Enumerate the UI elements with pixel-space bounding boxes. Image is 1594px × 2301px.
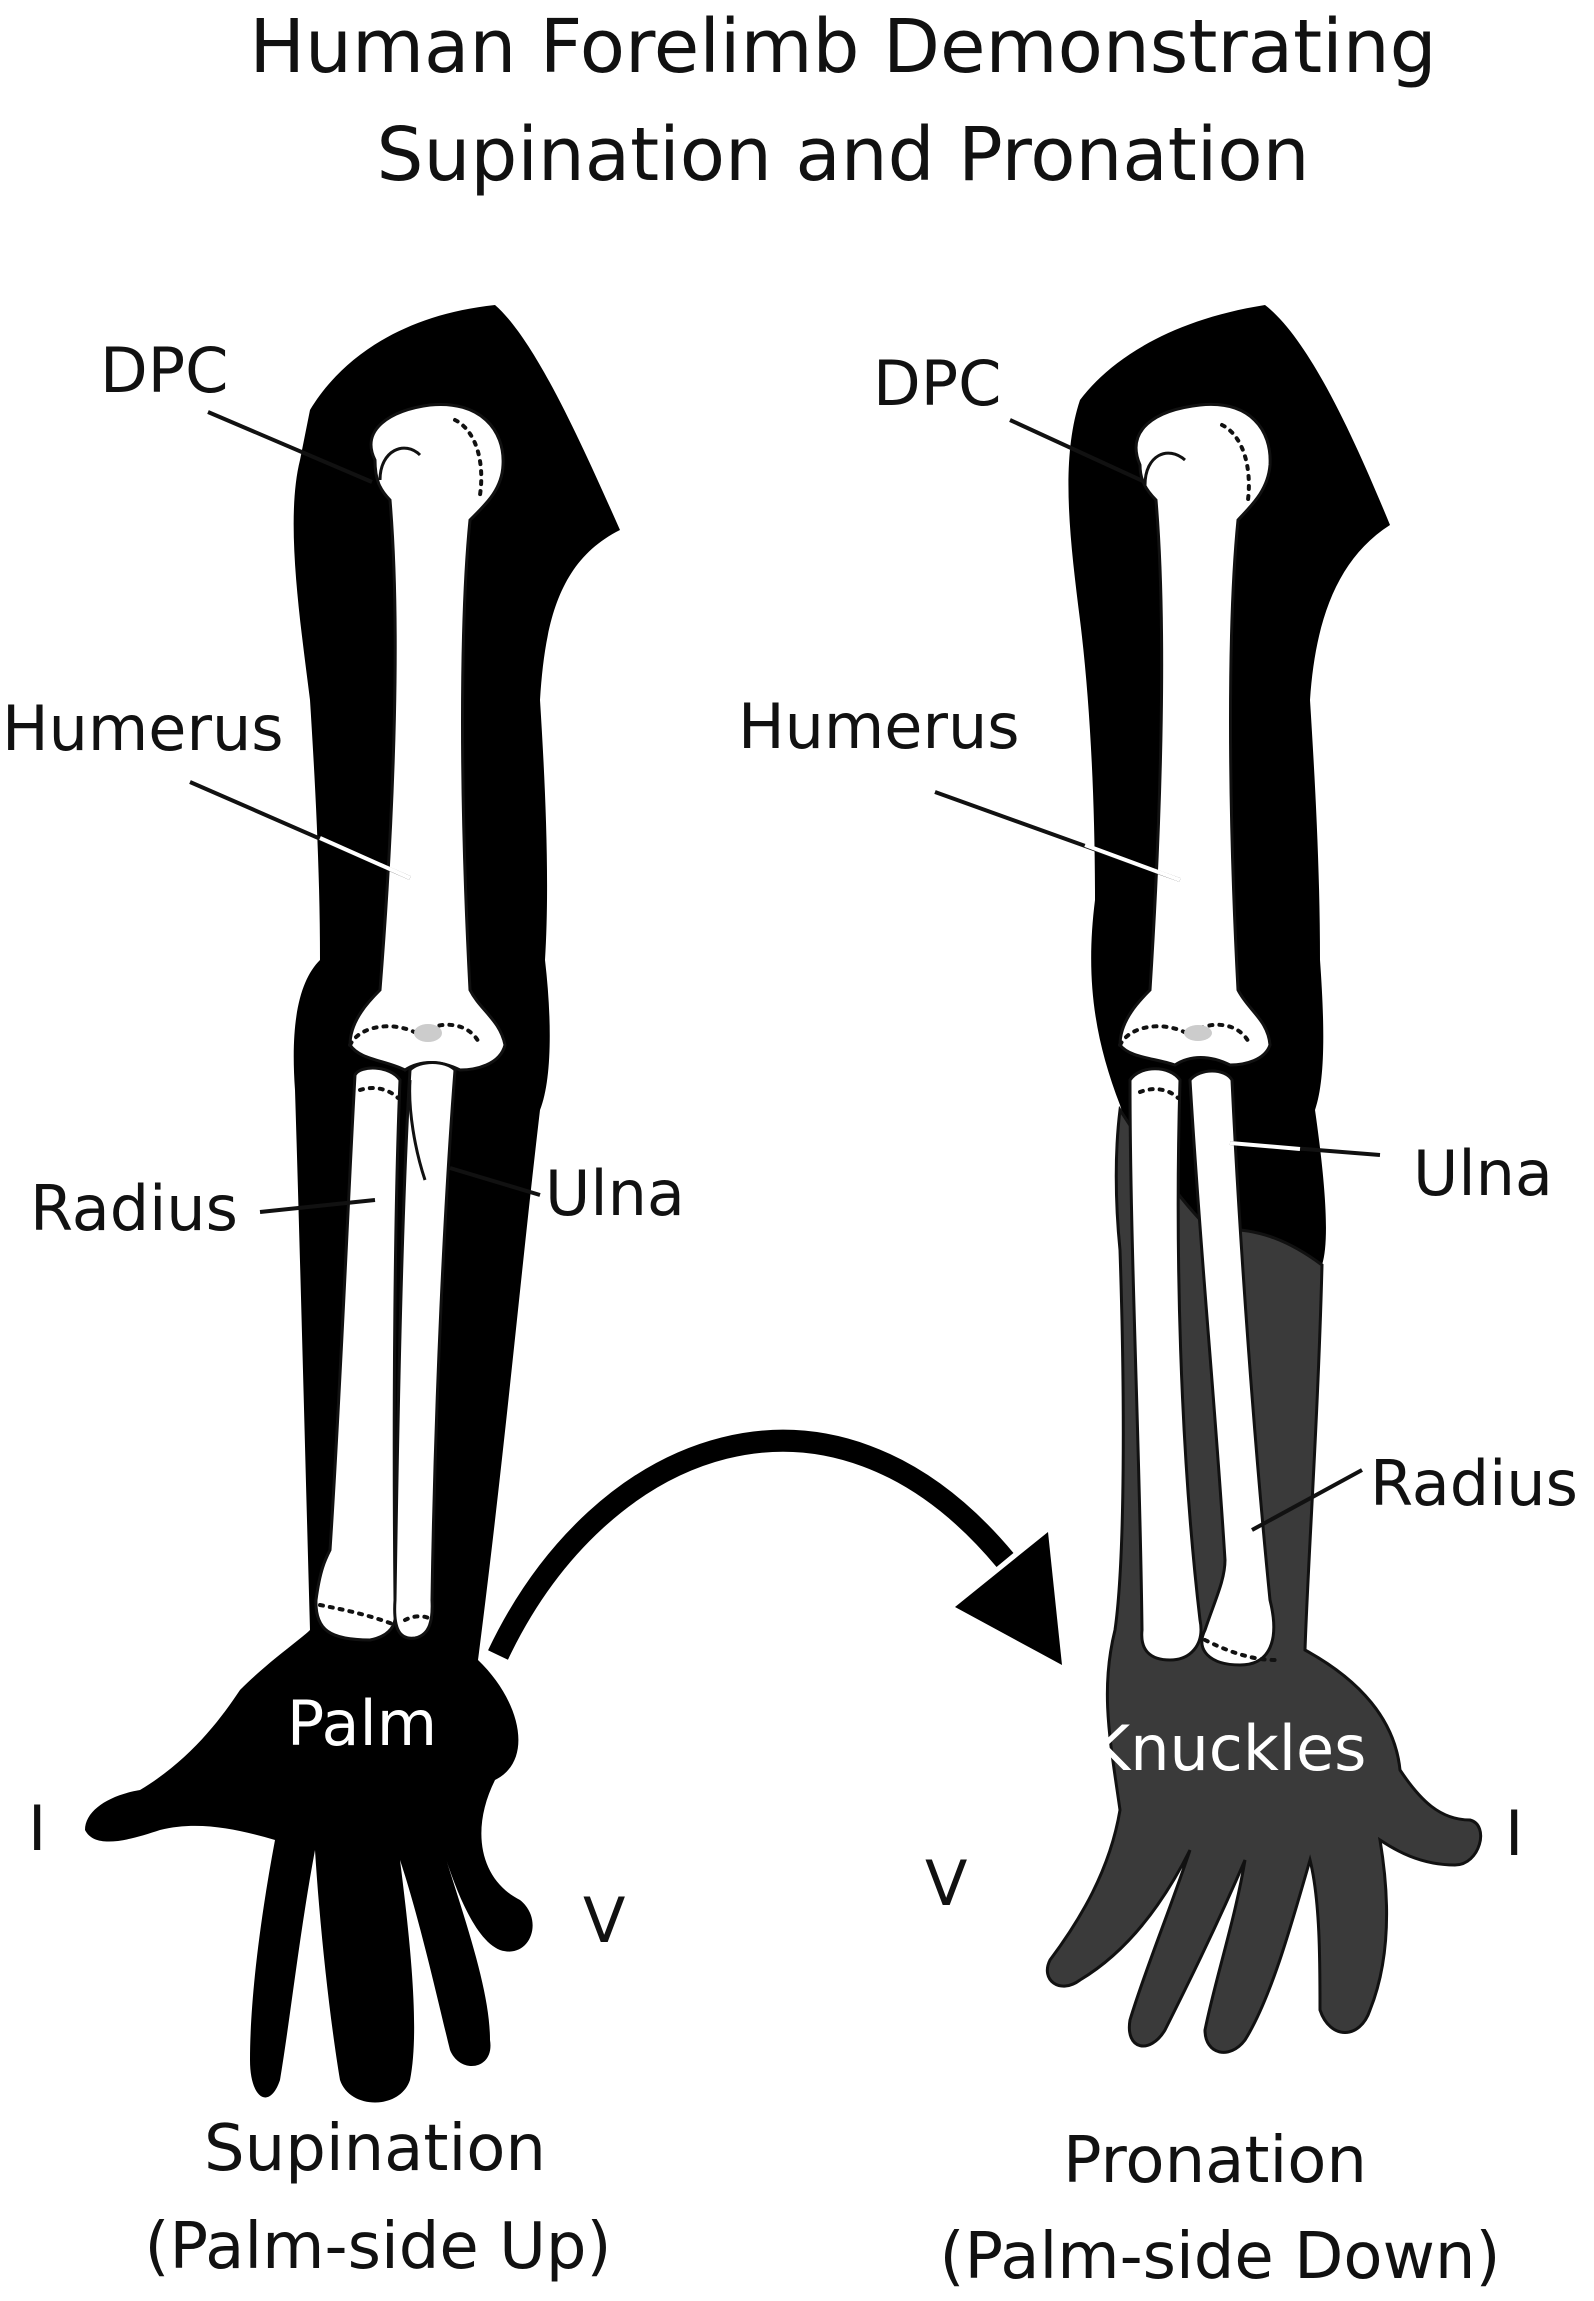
pronation-limb [738, 305, 1578, 2294]
supination-label-humerus: Humerus [2, 692, 284, 765]
pronation-label-dpc: DPC [873, 347, 1002, 420]
rotation-arrow [498, 1441, 1062, 1665]
supination-label-digit-v: V [583, 1884, 626, 1957]
pronation-articular-facet [1184, 1025, 1212, 1041]
pronation-label-ulna: Ulna [1413, 1137, 1553, 1210]
title-line-1: Human Forelimb Demonstrating [249, 4, 1437, 90]
supination-limb [2, 305, 685, 2284]
rotation-arrow-shaft [498, 1441, 1005, 1655]
pronation-label-humerus: Humerus [738, 690, 1020, 763]
supination-label-ulna: Ulna [545, 1157, 685, 1230]
supination-label-digit-i: I [28, 1792, 47, 1865]
title-line-2: Supination and Pronation [376, 112, 1310, 198]
pronation-label-digit-i: I [1505, 1797, 1524, 1870]
supination-label-dpc: DPC [100, 334, 229, 407]
supination-caption-line-1: Supination [204, 2112, 546, 2186]
supination-label-palm: Palm [286, 1687, 438, 1760]
supination-articular-facet [414, 1024, 442, 1042]
supination-label-radius: Radius [30, 1172, 238, 1245]
pronation-caption-line-1: Pronation [1063, 2124, 1367, 2198]
pronation-label-knuckles: Knuckles [1089, 1712, 1367, 1785]
pronation-label-radius: Radius [1370, 1447, 1578, 1520]
pronation-label-digit-v: V [925, 1847, 968, 1920]
supination-caption-line-2: (Palm-side Up) [144, 2210, 612, 2284]
pronation-caption-line-2: (Palm-side Down) [939, 2220, 1501, 2294]
